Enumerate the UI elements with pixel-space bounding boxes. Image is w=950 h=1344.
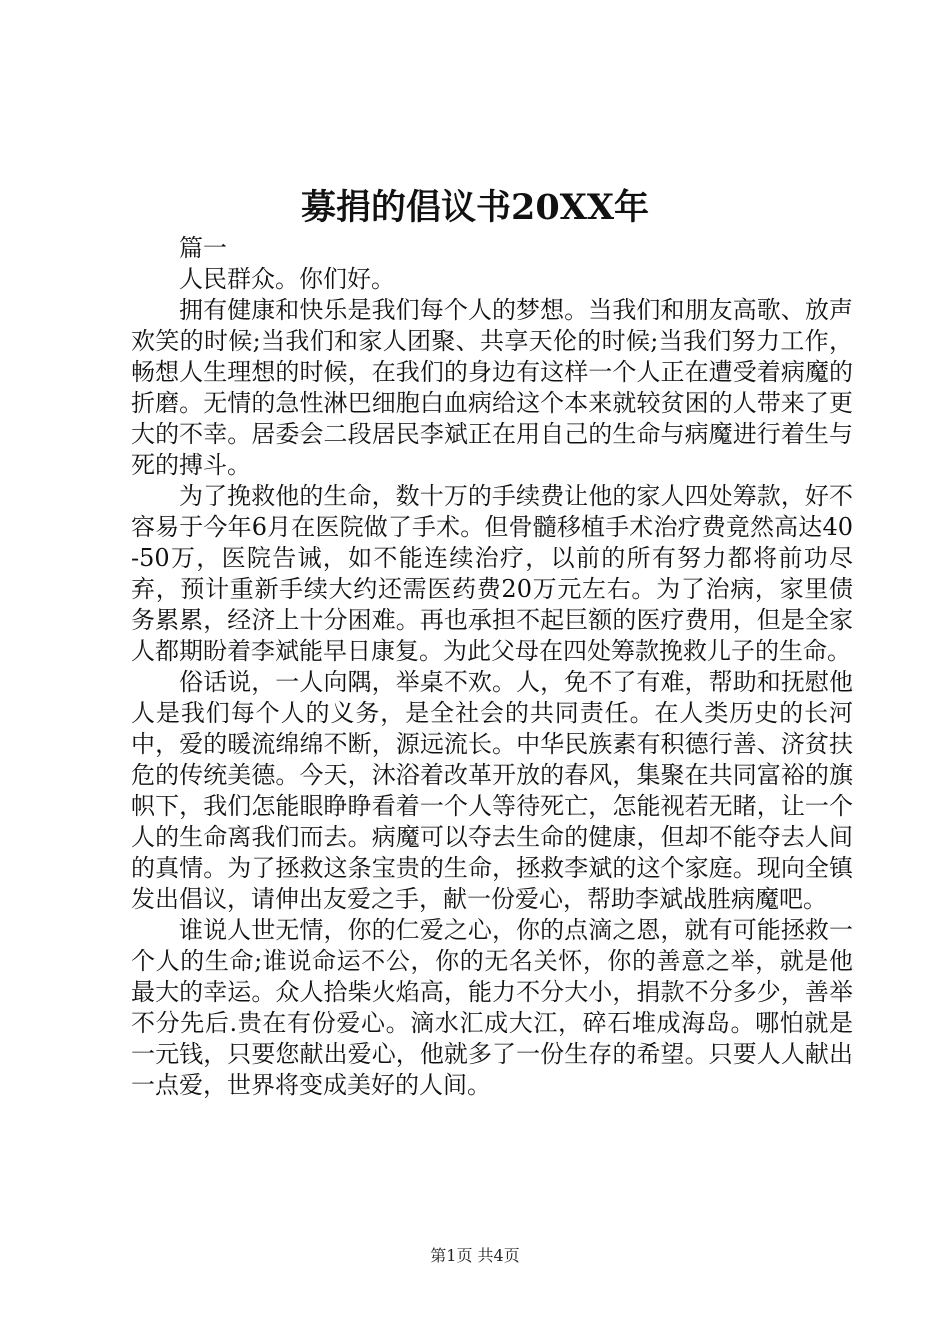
document-body bbox=[131, 233, 853, 1101]
document-title: 募捐的倡议书20XX年 bbox=[300, 187, 650, 228]
paragraph: 拥有健康和快乐是我们每个人的梦想。当我们和朋友高歌、放声欢笑的时候;当我们和家人团聚、共享天伦的时候;当我们努力工作，畅想人生理想的时候，在我们的身边有这样一个人正在遭受着病魔的折磨。无情的急性淋巴细胞白血病给这个本来就较贫困的人带来了更大的不幸。居委会二段居民李斌正在用自己的生命与病魔进行着生与死的搏斗。 bbox=[131, 296, 853, 479]
page-footer: 第1页 共4页 bbox=[430, 1246, 520, 1265]
salutation: 人民群众。你们好。 bbox=[179, 265, 395, 293]
paragraph: 谁说人世无情，你的仁爱之心，你的点滴之恩，就有可能拯救一个人的生命;谁说命运不公，你的无名关怀，你的善意之举，就是他最大的幸运。众人拾柴火焰高，能力不分大小，捐款不分多少，善举不分先后.贵在有份爱心。滴水汇成大江，碎石堆成海岛。哪怕就是一元钱，只要您献出爱心，他就多了一份生存的希望。只要人人献出一点爱，世界将变成美好的人间。 bbox=[131, 916, 853, 1099]
paragraph: 俗话说，一人向隅，举桌不欢。人，免不了有难，帮助和抚慰他人是我们每个人的义务，是全社会的共同责任。在人类历史的长河中，爱的暖流绵绵不断，源远流长。中华民族素有积德行善、济贫扶危的传统美德。今天，沐浴着改革开放的春风，集聚在共同富裕的旗帜下，我们怎能眼睁睁看着一个人等待死亡，怎能视若无睹，让一个人的生命离我们而去。病魔可以夺去生命的健康，但却不能夺去人间的真情。为了拯救这条宝贵的生命，拯救李斌的这个家庭。现向全镇发出倡议，请伸出友爱之手，献一份爱心，帮助李斌战胜病魔吧。 bbox=[131, 668, 853, 913]
section-label: 篇一 bbox=[179, 234, 227, 262]
paragraph: 为了挽救他的生命，数十万的手续费让他的家人四处筹款，好不容易于今年6月在医院做了手术。但骨髓移植手术治疗费竟然高达40-50万，医院告诫，如不能连续治疗，以前的所有努力都将前功尽弃，预计重新手续大约还需医药费20万元左右。为了治病，家里债务累累，经济上十分困难。再也承担不起巨额的医疗费用，但是全家人都期盼着李斌能早日康复。为此父母在四处筹款挽救儿子的生命。 bbox=[131, 482, 853, 665]
